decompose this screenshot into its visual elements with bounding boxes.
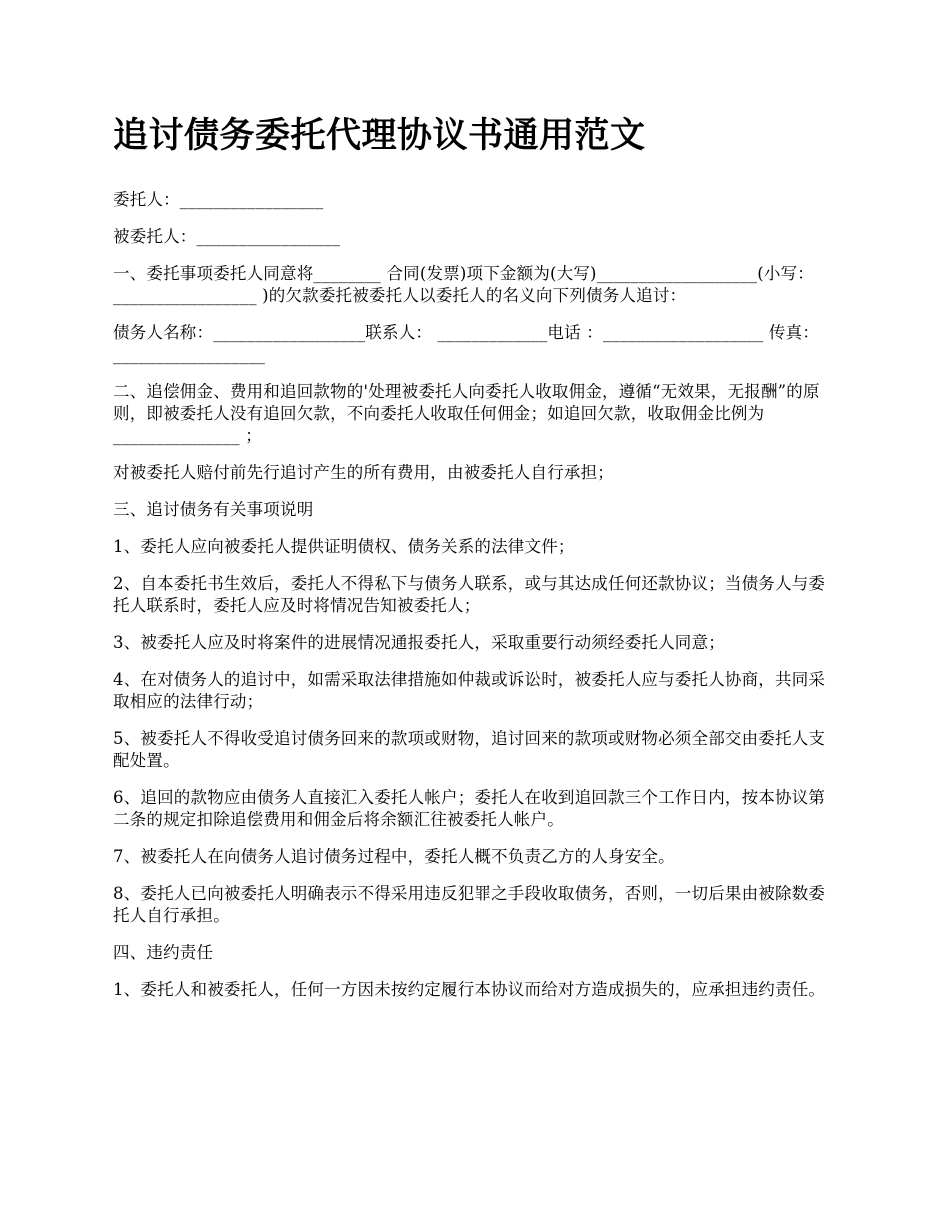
principal-field: 委托人：_________________ [113,190,324,209]
clause-3-5: 5、被委托人不得收受追讨债务回来的款项或财物，追讨回来的款项或财物必须全部交由委托人支配处置。 [113,729,826,770]
clause-4-1: 1、委托人和被委托人，任何一方因未按约定履行本协议而给对方造成损失的，应承担违约责任。 [113,980,826,999]
document-page [113,112,840,1016]
debtor-info: 债务人名称：__________________联系人： _____________电话 ：___________________ 传真：__________________ [113,323,820,364]
section-3-heading: 三、追讨债务有关事项说明 [113,500,314,519]
expenses-clause: 对被委托人赔付前先行追讨产生的所有费用，由被委托人自行承担； [113,463,614,482]
section-4-heading: 四、违约责任 [113,943,214,962]
clause-3-3: 3、被委托人应及时将案件的进展情况通报委托人，采取重要行动须经委托人同意； [113,633,725,652]
section-1-entrusted-matters: 一、委托事项委托人同意将________ 合同(发票)项下金额为(大写)___________________(小写： _________________ )的欠款委托被委托人以委托人的名义向下列债务人追讨： [113,264,814,305]
agent-field: 被委托人：_________________ [113,227,341,246]
section-2-commission: 二、追偿佣金、费用和追回款物的'处理被委托人向委托人收取佣金，遵循“无效果，无报酬”的原则，即被委托人没有追回欠款，不向委托人收取任何佣金；如追回欠款，收取佣金比例为_______________ ； [113,382,820,445]
clause-3-4: 4、在对债务人的追讨中，如需采取法律措施如仲裁或诉讼时，被委托人应与委托人协商，共同采取相应的法律行动； [113,670,826,711]
clause-3-8: 8、委托人已向被委托人明确表示不得采用违反犯罪之手段收取债务，否则，一切后果由被除数委托人自行承担。 [113,884,826,925]
clause-3-7: 7、被委托人在向债务人追讨债务过程中，委托人概不负责乙方的人身安全。 [113,847,675,866]
clause-3-6: 6、追回的款物应由债务人直接汇入委托人帐户；委托人在收到追回款三个工作日内，按本协议第二条的规定扣除追偿费用和佣金后将余额汇往被委托人帐户。 [113,788,826,829]
clause-3-1: 1、委托人应向被委托人提供证明债权、债务关系的法律文件； [113,537,575,556]
clause-3-2: 2、自本委托书生效后，委托人不得私下与债务人联系，或与其达成任何还款协议；当债务人与委托人联系时，委托人应及时将情况告知被委托人； [113,574,826,615]
document-title: 追讨债务委托代理协议书通用范文 [113,115,646,156]
